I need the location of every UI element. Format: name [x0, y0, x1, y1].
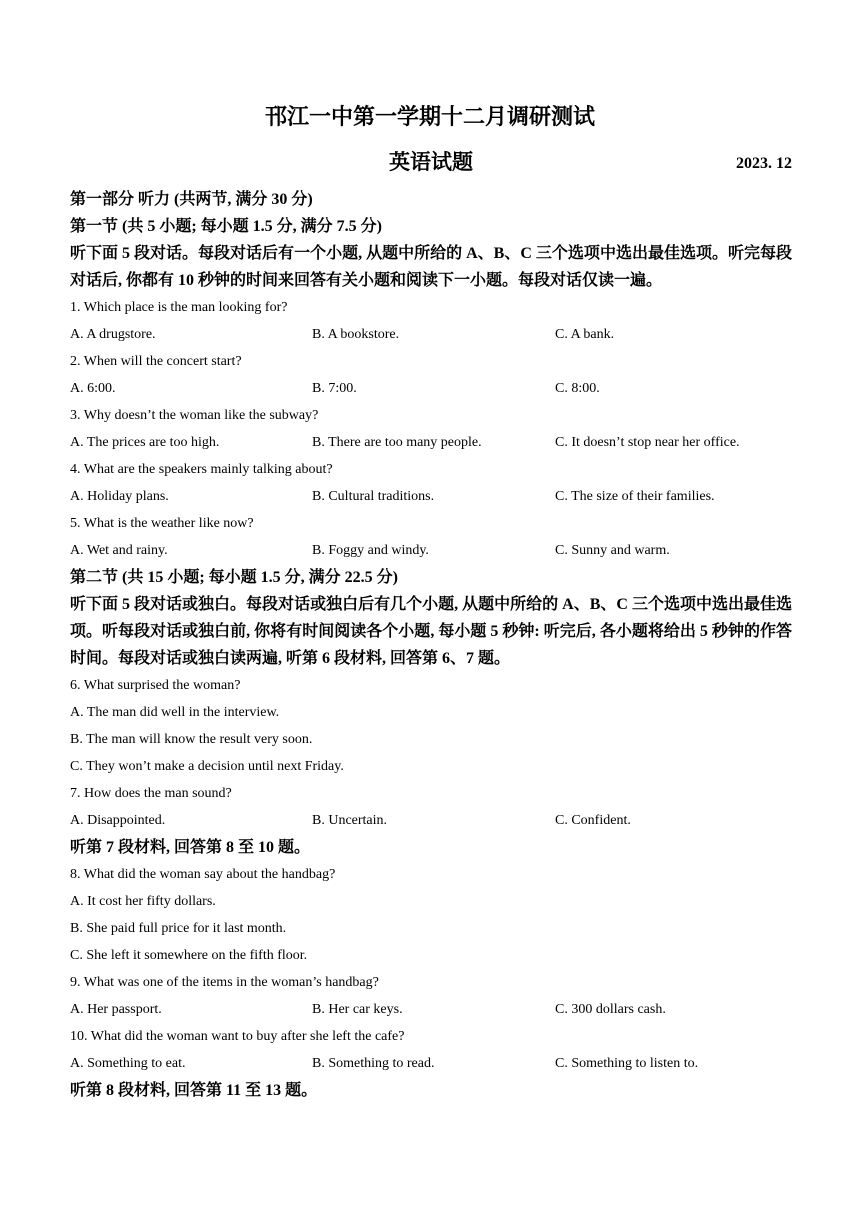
- option-c: C. 300 dollars cash.: [555, 1002, 666, 1017]
- question-10: 10. What did the woman want to buy after she left the cafe?: [70, 1029, 405, 1044]
- exam-date: 2023. 12: [736, 155, 792, 172]
- option-b: B. 7:00.: [312, 381, 357, 396]
- option-a: A. Disappointed.: [70, 813, 166, 828]
- option-c: C. 8:00.: [555, 381, 600, 396]
- question-1-options: [70, 321, 792, 348]
- exam-title: 邗江一中第一学期十二月调研测试: [264, 104, 595, 129]
- question-3-options: [70, 429, 792, 456]
- question-8: 8. What did the woman say about the handbag?: [70, 867, 336, 882]
- question-8-option-b: B. She paid full price for it last month.: [70, 921, 287, 936]
- option-a: A. Something to eat.: [70, 1056, 186, 1071]
- section1-instructions: 听下面 5 段对话。每段对话后有一个小题, 从题中所给的 A、B、C 三个选项中选出最佳选项。听完每段对话后, 你都有 10 秒钟的时间来回答有关小题和阅读下一小题。每段对话仅读一遍。: [70, 245, 792, 289]
- option-a: A. Holiday plans.: [70, 489, 169, 504]
- option-c: C. The size of their families.: [555, 489, 715, 504]
- option-b: B. Her car keys.: [312, 1002, 403, 1017]
- option-c: C. A bank.: [555, 327, 615, 342]
- option-a: A. The prices are too high.: [70, 435, 220, 450]
- question-8-option-c: C. She left it somewhere on the fifth floor.: [70, 948, 308, 963]
- question-2: 2. When will the concert start?: [70, 354, 242, 369]
- material-8-heading: 听第 8 段材料, 回答第 11 至 13 题。: [70, 1082, 318, 1099]
- question-7: 7. How does the man sound?: [70, 786, 232, 801]
- option-b: B. There are too many people.: [312, 435, 482, 450]
- section1-heading: 第一节 (共 5 小题; 每小题 1.5 分, 满分 7.5 分): [70, 218, 382, 235]
- material-7-heading: 听第 7 段材料, 回答第 8 至 10 题。: [70, 839, 311, 856]
- option-a: A. A drugstore.: [70, 327, 156, 342]
- section2-instructions: 听下面 5 段对话或独白。每段对话或独白后有几个小题, 从题中所给的 A、B、C 三个选项中选出最佳选项。听每段对话或独白前, 你将有时间阅读各个小题, 每小题 5 秒钟: 听完后, 各小题将给出 5 秒钟的作答时间。每段对话或独白读两遍, 听第 6 段材料, 回答第 6、7 题。: [70, 596, 792, 667]
- question-7-options: [70, 807, 792, 834]
- question-1: 1. Which place is the man looking for?: [70, 300, 288, 315]
- exam-content: [70, 186, 792, 1104]
- option-c: C. Sunny and warm.: [555, 543, 670, 558]
- option-a: A. Wet and rainy.: [70, 543, 168, 558]
- option-a: A. 6:00.: [70, 381, 116, 396]
- option-c: C. It doesn’t stop near her office.: [555, 435, 740, 450]
- question-3: 3. Why doesn’t the woman like the subway?: [70, 408, 319, 423]
- option-b: B. Cultural traditions.: [312, 489, 435, 504]
- option-b: B. Foggy and windy.: [312, 543, 429, 558]
- option-c: C. Something to listen to.: [555, 1056, 699, 1071]
- question-9: 9. What was one of the items in the woman’s handbag?: [70, 975, 379, 990]
- exam-subtitle: 英语试题: [389, 150, 473, 174]
- question-4: 4. What are the speakers mainly talking about?: [70, 462, 333, 477]
- option-c: C. Confident.: [555, 813, 631, 828]
- option-b: B. Uncertain.: [312, 813, 388, 828]
- option-b: B. Something to read.: [312, 1056, 435, 1071]
- question-10-options: [70, 1050, 792, 1077]
- question-5: 5. What is the weather like now?: [70, 516, 254, 531]
- subtitle-row: [70, 148, 792, 176]
- question-5-options: [70, 537, 792, 564]
- option-a: A. Her passport.: [70, 1002, 162, 1017]
- question-4-options: [70, 483, 792, 510]
- question-2-options: [70, 375, 792, 402]
- question-6: 6. What surprised the woman?: [70, 678, 241, 693]
- question-8-option-a: A. It cost her fifty dollars.: [70, 894, 216, 909]
- option-b: B. A bookstore.: [312, 327, 400, 342]
- section2-heading: 第二节 (共 15 小题; 每小题 1.5 分, 满分 22.5 分): [70, 569, 398, 586]
- part1-heading: 第一部分 听力 (共两节, 满分 30 分): [70, 191, 313, 208]
- question-9-options: [70, 996, 792, 1023]
- question-6-option-a: A. The man did well in the interview.: [70, 705, 280, 720]
- question-6-option-c: C. They won’t make a decision until next Friday.: [70, 759, 344, 774]
- question-6-option-b: B. The man will know the result very soon.: [70, 732, 313, 747]
